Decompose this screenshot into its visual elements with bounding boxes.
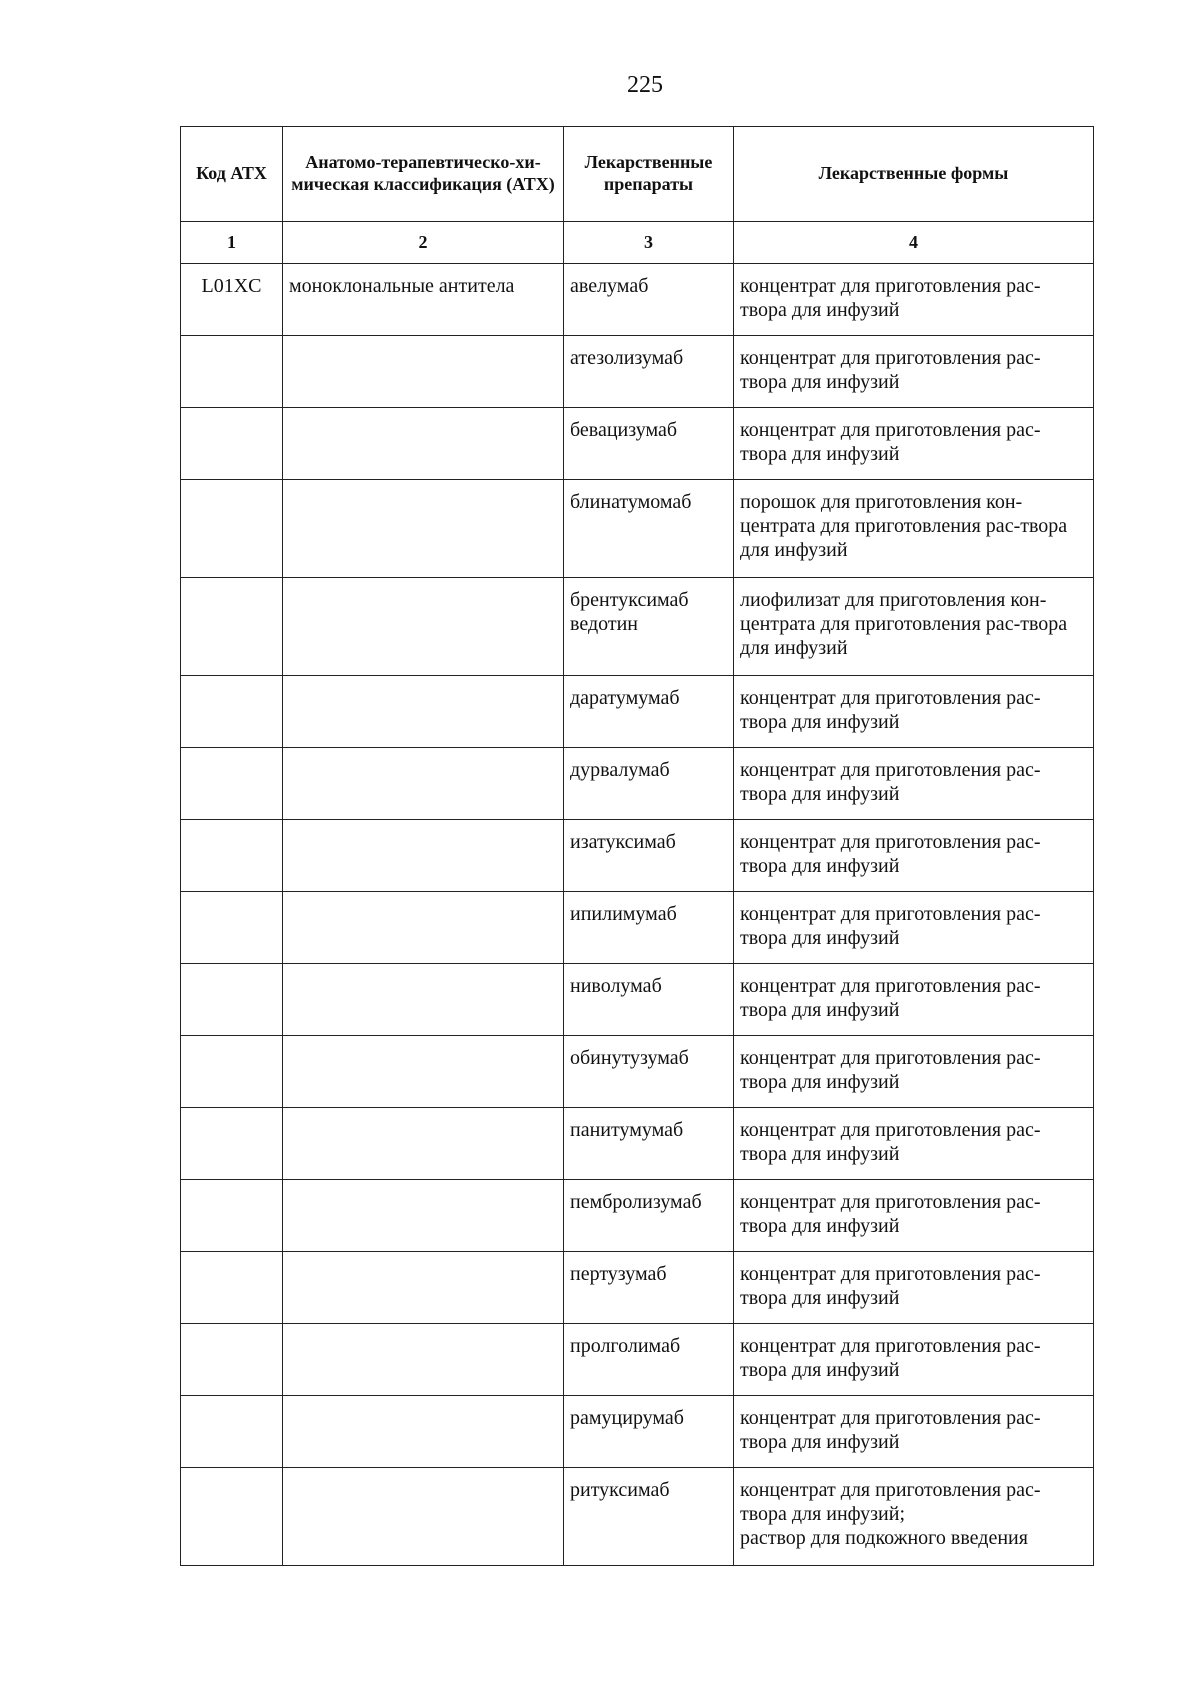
- cell-forms: концентрат для приготовления рас-твора для инфузий: [734, 676, 1094, 748]
- cell-forms: концентрат для приготовления рас-твора для инфузий: [734, 964, 1094, 1036]
- cell-forms: концентрат для приготовления рас-твора для инфузий: [734, 1036, 1094, 1108]
- page-number: 225: [627, 72, 663, 98]
- cell-code: [181, 820, 283, 892]
- cell-code: [181, 578, 283, 676]
- cell-classification: [283, 892, 564, 964]
- cell-classification: [283, 1396, 564, 1468]
- table-row: [181, 1324, 1094, 1396]
- table-row: [181, 264, 1094, 336]
- cell-code: [181, 892, 283, 964]
- cell-forms: порошок для приготовления кон-центрата для приготовления рас-твора для инфузий: [734, 480, 1094, 578]
- cell-drug: бевацизумаб: [564, 408, 734, 480]
- cell-forms: концентрат для приготовления рас-твора для инфузий: [734, 892, 1094, 964]
- cell-classification: [283, 1468, 564, 1566]
- header-code: Код АТХ: [181, 127, 283, 222]
- cell-code: [181, 408, 283, 480]
- cell-classification: [283, 1036, 564, 1108]
- cell-forms: концентрат для приготовления рас-твора для инфузий: [734, 1324, 1094, 1396]
- cell-drug: дурвалумаб: [564, 748, 734, 820]
- column-number-row: [181, 222, 1094, 264]
- cell-classification: [283, 1180, 564, 1252]
- table-row: [181, 336, 1094, 408]
- table-row: [181, 1108, 1094, 1180]
- cell-drug: ипилимумаб: [564, 892, 734, 964]
- cell-drug: даратумумаб: [564, 676, 734, 748]
- cell-code: [181, 1468, 283, 1566]
- table-row: [181, 892, 1094, 964]
- cell-classification: [283, 820, 564, 892]
- cell-classification: [283, 480, 564, 578]
- cell-drug: авелумаб: [564, 264, 734, 336]
- cell-drug: пертузумаб: [564, 1252, 734, 1324]
- cell-forms: концентрат для приготовления рас-твора для инфузий: [734, 1396, 1094, 1468]
- table-row: [181, 964, 1094, 1036]
- table-row: [181, 676, 1094, 748]
- cell-classification: [283, 578, 564, 676]
- table-row: [181, 408, 1094, 480]
- cell-forms: концентрат для приготовления рас-твора для инфузий: [734, 1108, 1094, 1180]
- cell-forms: концентрат для приготовления рас-твора для инфузий: [734, 1180, 1094, 1252]
- table-row: [181, 1252, 1094, 1324]
- column-number: 2: [283, 222, 564, 264]
- cell-classification: [283, 676, 564, 748]
- cell-code: [181, 480, 283, 578]
- cell-classification: моноклональные антитела: [283, 264, 564, 336]
- cell-classification: [283, 1324, 564, 1396]
- cell-drug: атезолизумаб: [564, 336, 734, 408]
- cell-drug: рамуцирумаб: [564, 1396, 734, 1468]
- table-body: [181, 264, 1094, 1566]
- table-row: [181, 1180, 1094, 1252]
- cell-code: L01XC: [181, 264, 283, 336]
- cell-forms: концентрат для приготовления рас-твора для инфузий: [734, 1252, 1094, 1324]
- header-forms: Лекарственные формы: [734, 127, 1094, 222]
- column-number: 4: [734, 222, 1094, 264]
- cell-code: [181, 336, 283, 408]
- cell-drug: ниволумаб: [564, 964, 734, 1036]
- table-row: [181, 1396, 1094, 1468]
- table-row: [181, 748, 1094, 820]
- table-row: [181, 820, 1094, 892]
- table-row: [181, 578, 1094, 676]
- column-number: 3: [564, 222, 734, 264]
- cell-code: [181, 676, 283, 748]
- cell-drug: обинутузумаб: [564, 1036, 734, 1108]
- header-classification: Анатомо-терапевтическо-хи-мическая классификация (АТХ): [283, 127, 564, 222]
- cell-forms: концентрат для приготовления рас-твора для инфузий: [734, 336, 1094, 408]
- cell-forms: концентрат для приготовления рас-твора для инфузий: [734, 264, 1094, 336]
- cell-drug: пролголимаб: [564, 1324, 734, 1396]
- table-row: [181, 1468, 1094, 1566]
- cell-code: [181, 748, 283, 820]
- table-row: [181, 480, 1094, 578]
- cell-code: [181, 1036, 283, 1108]
- cell-forms: лиофилизат для приготовления кон-центрата для приготовления рас-твора для инфузий: [734, 578, 1094, 676]
- atx-table: [180, 126, 1094, 1566]
- cell-code: [181, 964, 283, 1036]
- cell-classification: [283, 964, 564, 1036]
- cell-drug: брентуксимаб ведотин: [564, 578, 734, 676]
- column-number: 1: [181, 222, 283, 264]
- header-drugs: Лекарственные препараты: [564, 127, 734, 222]
- cell-code: [181, 1252, 283, 1324]
- cell-drug: блинатумомаб: [564, 480, 734, 578]
- cell-classification: [283, 748, 564, 820]
- cell-code: [181, 1108, 283, 1180]
- cell-drug: изатуксимаб: [564, 820, 734, 892]
- cell-forms: концентрат для приготовления рас-твора для инфузий: [734, 820, 1094, 892]
- cell-code: [181, 1396, 283, 1468]
- table-row: [181, 1036, 1094, 1108]
- cell-classification: [283, 336, 564, 408]
- cell-drug: пембролизумаб: [564, 1180, 734, 1252]
- cell-forms: концентрат для приготовления рас-твора для инфузий: [734, 408, 1094, 480]
- cell-classification: [283, 1108, 564, 1180]
- cell-forms: концентрат для приготовления рас-твора для инфузий; раствор для подкожного введения: [734, 1468, 1094, 1566]
- cell-forms: концентрат для приготовления рас-твора для инфузий: [734, 748, 1094, 820]
- cell-classification: [283, 408, 564, 480]
- cell-drug: панитумумаб: [564, 1108, 734, 1180]
- header-row: [181, 127, 1094, 222]
- cell-classification: [283, 1252, 564, 1324]
- cell-code: [181, 1324, 283, 1396]
- cell-code: [181, 1180, 283, 1252]
- cell-drug: ритуксимаб: [564, 1468, 734, 1566]
